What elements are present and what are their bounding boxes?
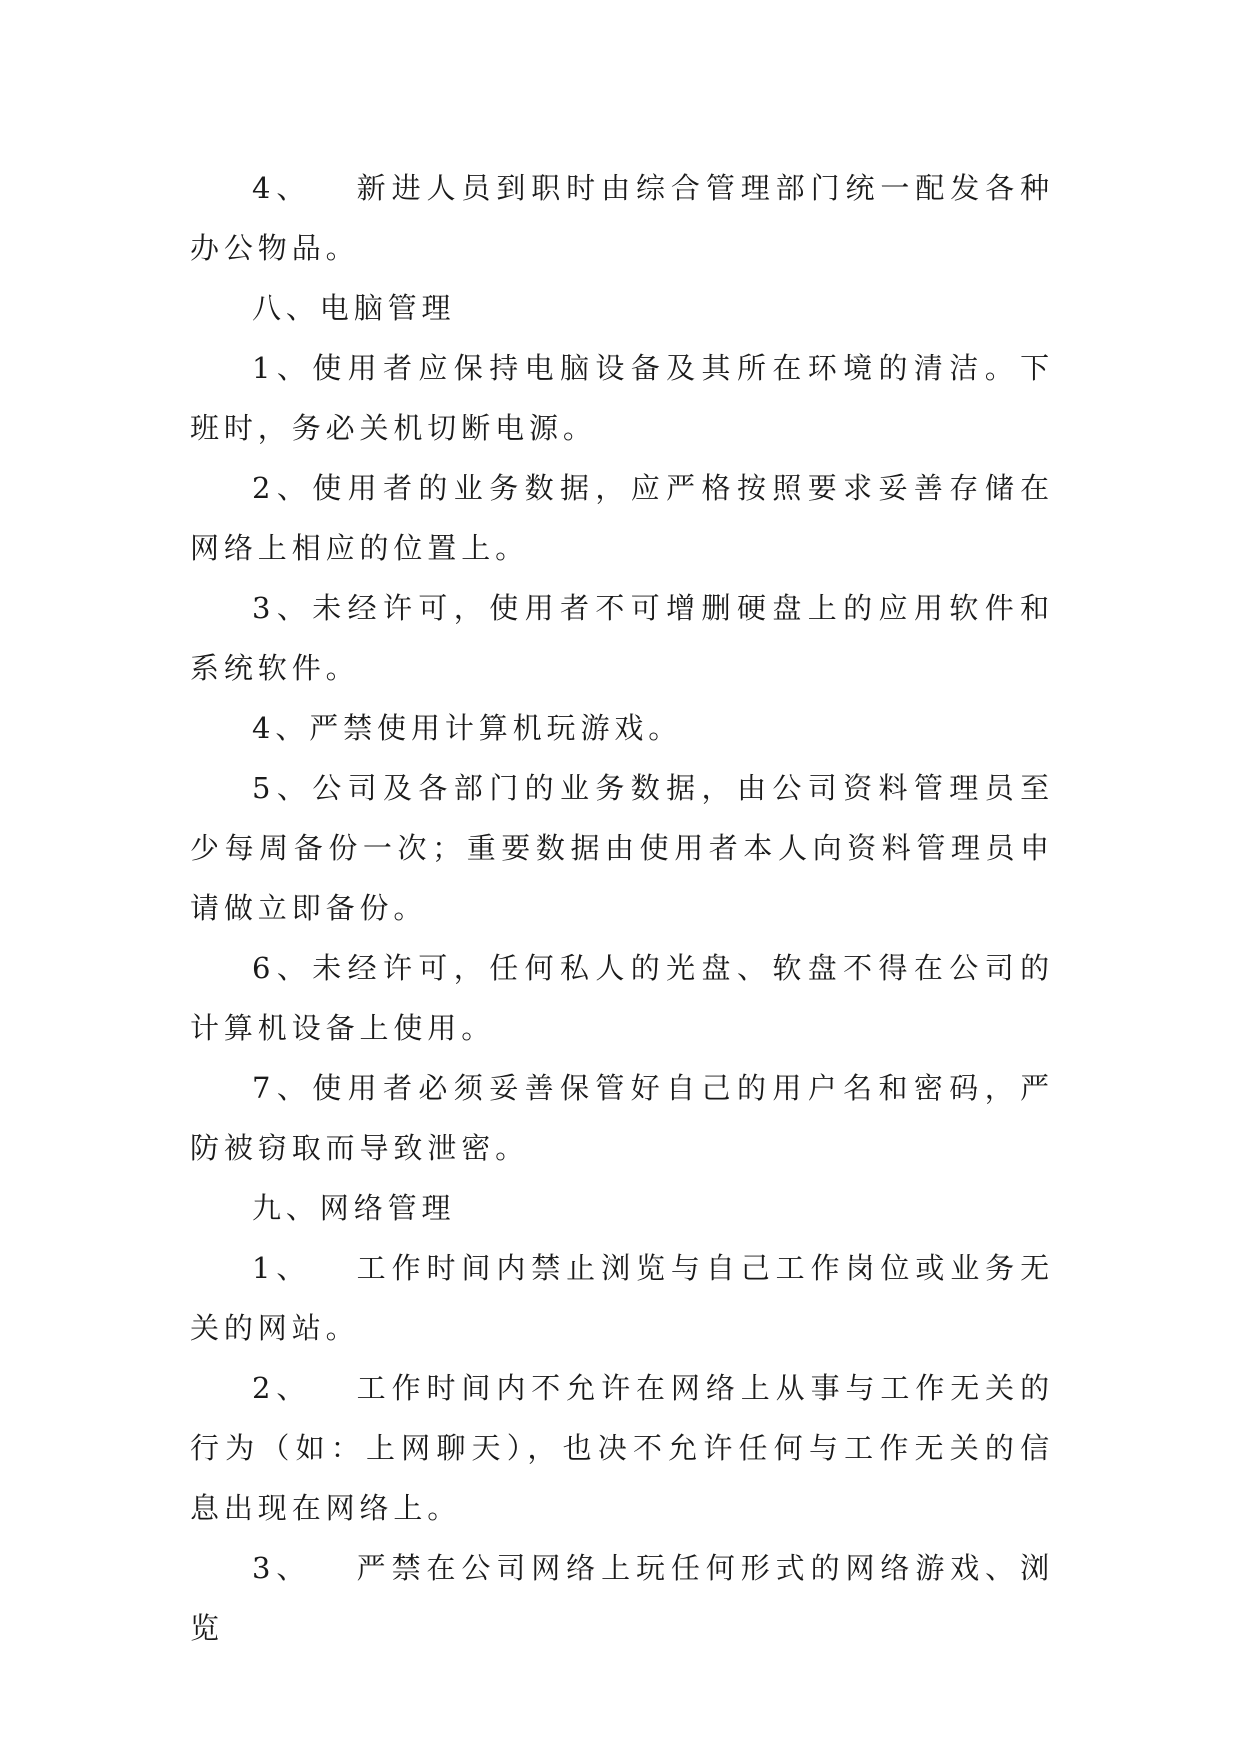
computer-rule-3: 3、未经许可，使用者不可增删硬盘上的应用软件和系统软件。 xyxy=(190,591,1054,685)
computer-rule-1: 1、使用者应保持电脑设备及其所在环境的清洁。下班时，务必关机切断电源。 xyxy=(190,351,1054,445)
computer-rule-2: 2、使用者的业务数据，应严格按照要求妥善存储在网络上相应的位置上。 xyxy=(190,471,1054,565)
network-rule-1: 1、 工作时间内禁止浏览与自己工作岗位或业务无关的网站。 xyxy=(190,1251,1054,1345)
office-item-4: 4、 新进人员到职时由综合管理部门统一配发各种办公物品。 xyxy=(190,171,1054,265)
section-heading-computer-management: 八、电脑管理 xyxy=(252,291,456,325)
computer-rule-7: 7、使用者必须妥善保管好自己的用户名和密码，严防被窃取而导致泄密。 xyxy=(190,1071,1054,1165)
network-rule-3: 3、 严禁在公司网络上玩任何形式的网络游戏、浏览 xyxy=(190,1551,1054,1645)
computer-rule-5: 5、公司及各部门的业务数据，由公司资料管理员至少每周备份一次；重要数据由使用者本人向资料管理员申请做立即备份。 xyxy=(190,771,1054,925)
network-rule-2: 2、 工作时间内不允许在网络上从事与工作无关的行为（如：上网聊天），也决不允许任何与工作无关的信息出现在网络上。 xyxy=(190,1371,1054,1525)
computer-rule-6: 6、未经许可，任何私人的光盘、软盘不得在公司的计算机设备上使用。 xyxy=(190,951,1054,1045)
computer-rule-4: 4、严禁使用计算机玩游戏。 xyxy=(252,711,683,745)
section-heading-network-management: 九、网络管理 xyxy=(252,1191,456,1225)
document-body xyxy=(190,158,1054,1658)
